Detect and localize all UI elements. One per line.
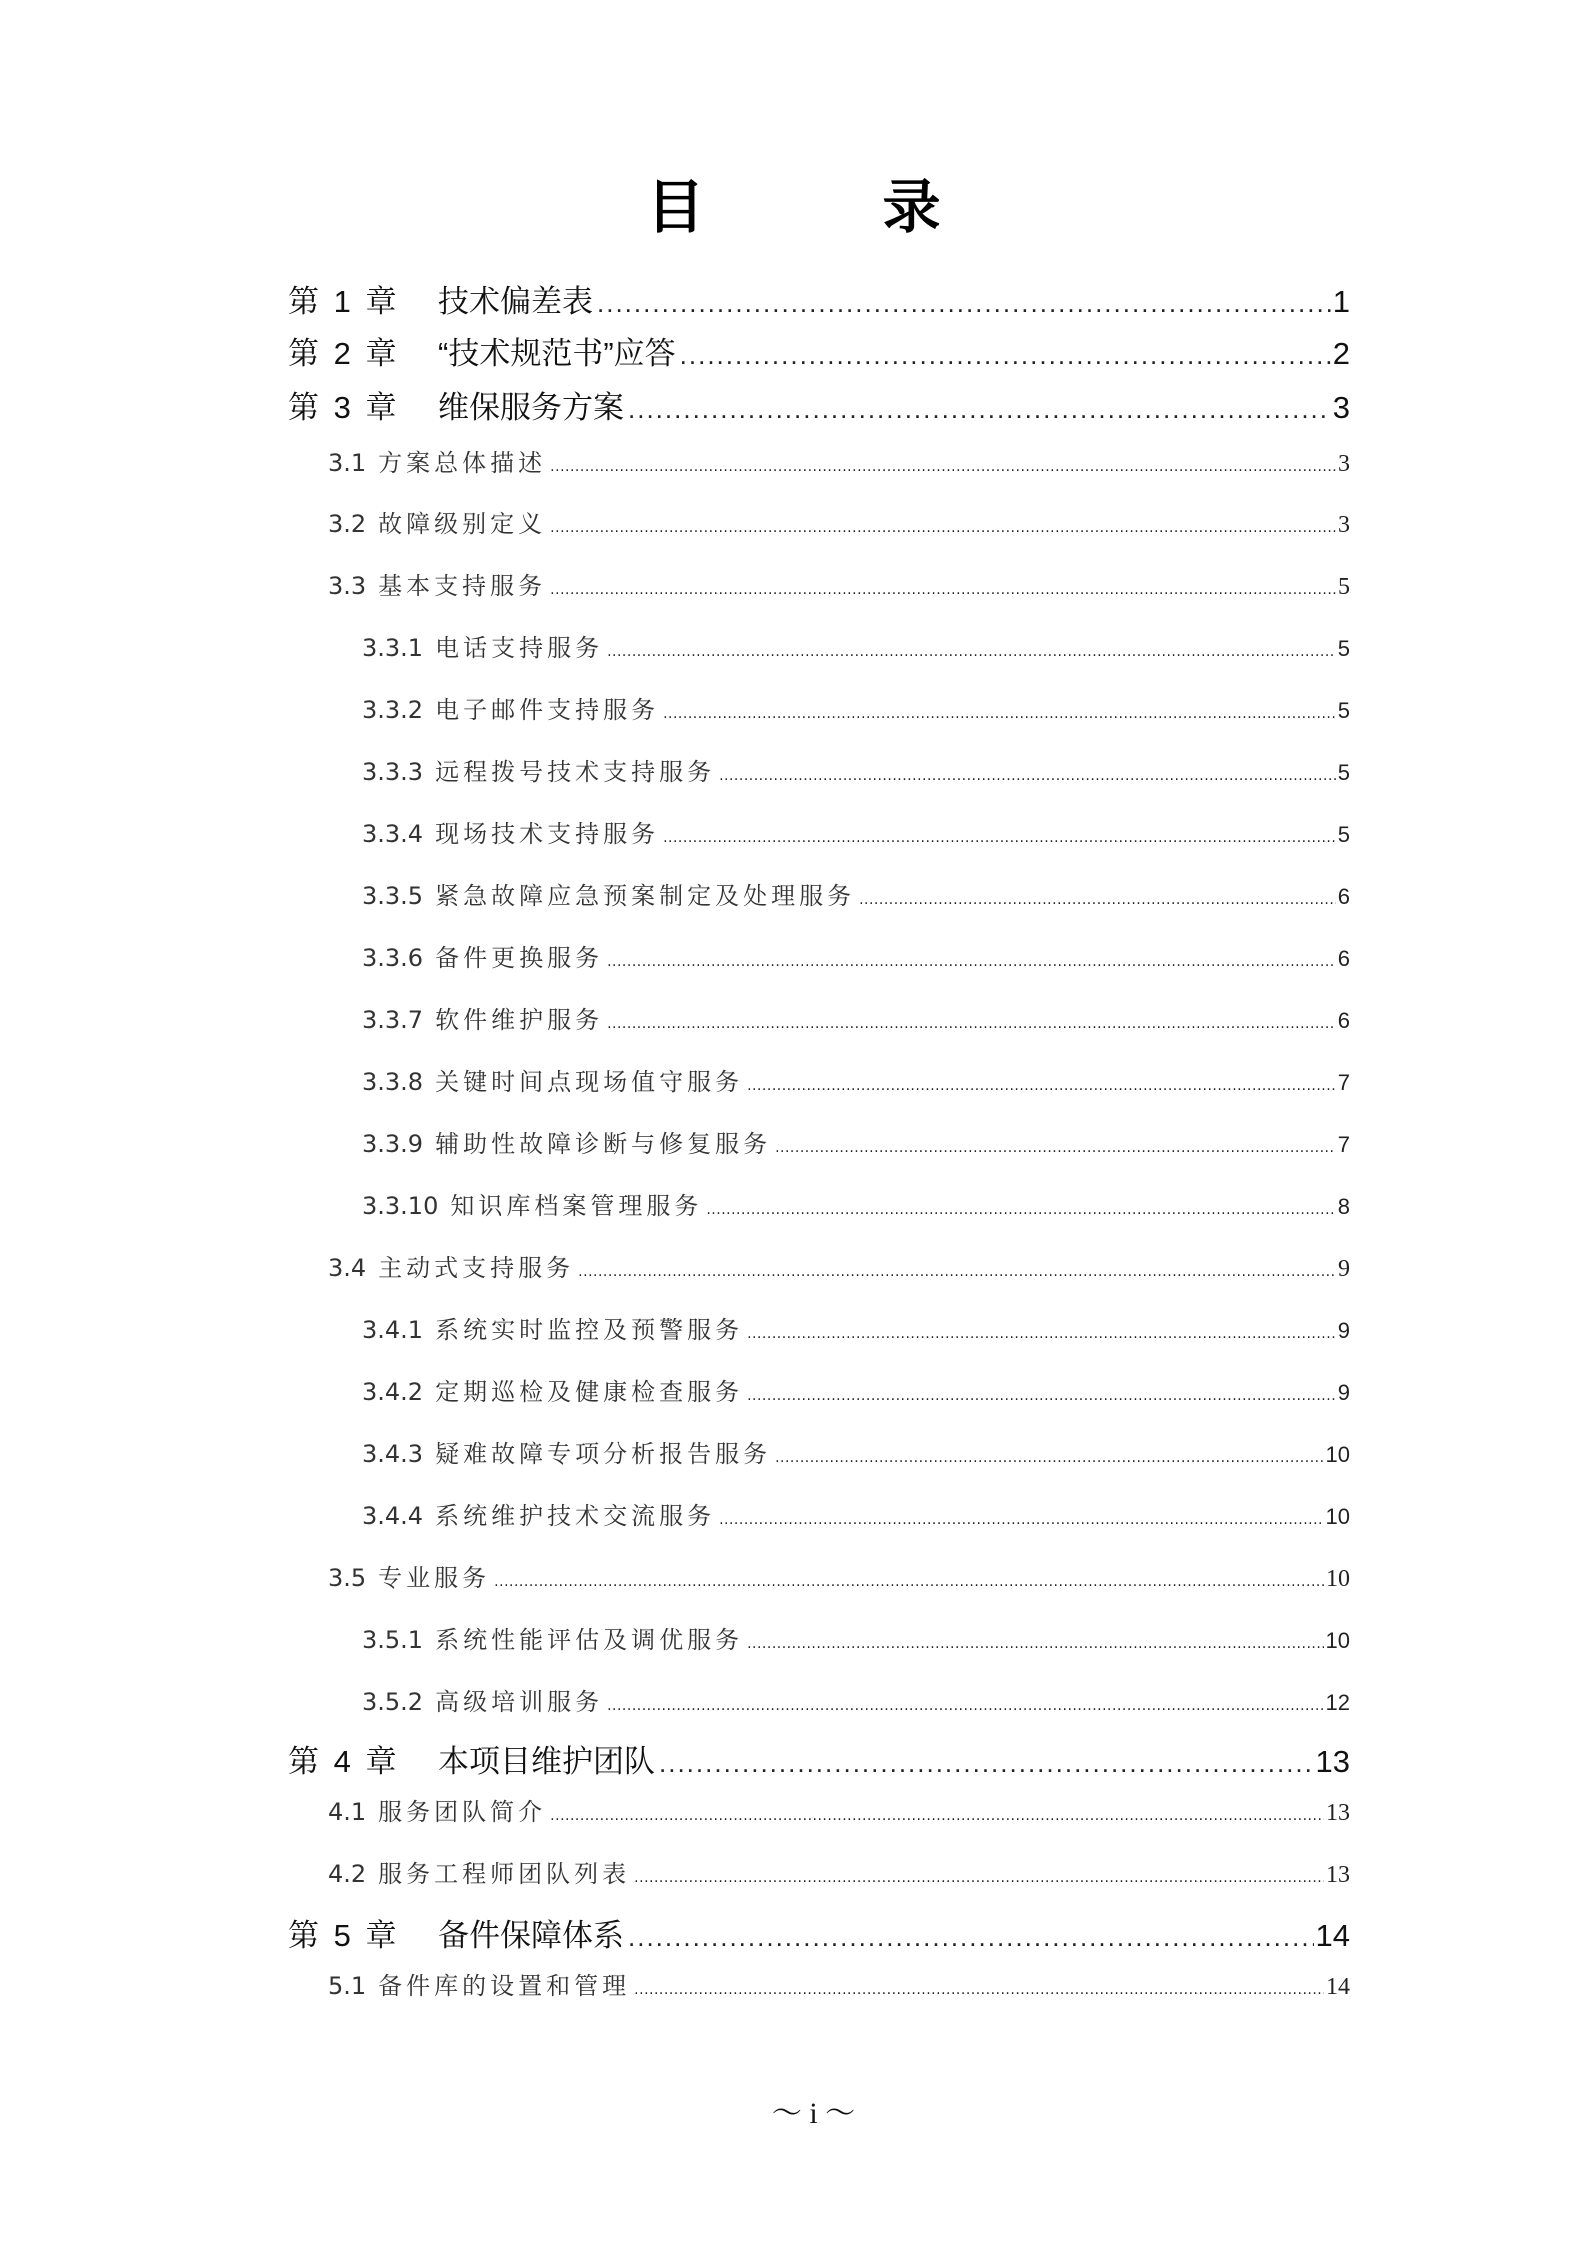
dot-leader bbox=[747, 1078, 1336, 1094]
toc-entry-title: 远程拨号技术支持服务 bbox=[435, 758, 716, 786]
toc-entry-number: 5.1 bbox=[328, 1972, 367, 2000]
toc-entry-subsection[interactable] bbox=[362, 1310, 1350, 1345]
toc-entry-title: 关键时间点现场值守服务 bbox=[435, 1068, 744, 1096]
dot-leader bbox=[634, 1870, 1324, 1886]
page-number-footer: ～ i ～ bbox=[771, 2097, 856, 2130]
dot-leader bbox=[719, 768, 1336, 784]
dot-leader bbox=[494, 1574, 1324, 1590]
dot-leader bbox=[607, 644, 1336, 660]
toc-entry-section[interactable] bbox=[328, 1854, 1350, 1889]
toc-entry-title: 故障级别定义 bbox=[378, 510, 547, 538]
toc-entry-chapter-2[interactable] bbox=[288, 328, 1350, 373]
dot-leader bbox=[659, 1748, 1314, 1779]
toc-entry-number: 3.3.5 bbox=[362, 882, 424, 910]
toc-entry-section[interactable] bbox=[328, 443, 1350, 478]
toc-entry-number: 3.3.6 bbox=[362, 944, 424, 972]
toc-entry-section[interactable] bbox=[328, 504, 1350, 539]
toc-entry-number: 4.2 bbox=[328, 1860, 367, 1888]
toc-entry-number: 3.3.4 bbox=[362, 820, 424, 848]
toc-entry-title: 基本支持服务 bbox=[378, 572, 547, 600]
dot-leader bbox=[550, 1808, 1324, 1824]
toc-entry-page: 6 bbox=[1337, 884, 1350, 909]
toc-entry-title: 疑难故障专项分析报告服务 bbox=[435, 1440, 772, 1468]
toc-entry-number: 3.3.1 bbox=[362, 634, 424, 662]
toc-entry-number: 3.4.4 bbox=[362, 1502, 424, 1530]
toc-entry-page: 10 bbox=[1325, 1442, 1350, 1467]
toc-entry-page: 10 bbox=[1325, 1504, 1350, 1529]
toc-entry-number: 第 2 章 bbox=[288, 336, 400, 371]
toc-entry-page: 6 bbox=[1337, 946, 1350, 971]
dot-leader bbox=[628, 1922, 1314, 1953]
dot-leader bbox=[607, 1016, 1336, 1032]
toc-entry-chapter-3[interactable] bbox=[288, 382, 1350, 427]
dot-leader bbox=[663, 830, 1336, 846]
toc-entry-title: 专业服务 bbox=[378, 1564, 491, 1592]
toc-entry-page: 3 bbox=[1332, 390, 1350, 425]
toc-entry-page: 3 bbox=[1338, 512, 1350, 538]
toc-entry-page: 5 bbox=[1338, 574, 1350, 600]
toc-entry-subsection[interactable] bbox=[362, 1620, 1350, 1655]
toc-entry-title: 备件更换服务 bbox=[435, 944, 604, 972]
toc-entry-title: 服务团队简介 bbox=[378, 1798, 547, 1826]
toc-entry-subsection[interactable] bbox=[362, 752, 1350, 787]
toc-entry-subsection[interactable] bbox=[362, 814, 1350, 849]
toc-entry-number: 第 3 章 bbox=[288, 390, 400, 425]
dot-leader bbox=[663, 706, 1336, 722]
toc-entry-number: 3.4.3 bbox=[362, 1440, 424, 1468]
toc-entry-title: 技术偏差表 bbox=[438, 284, 593, 319]
dot-leader bbox=[628, 394, 1331, 425]
toc-entry-title: 软件维护服务 bbox=[435, 1006, 604, 1034]
dot-leader bbox=[747, 1326, 1336, 1342]
toc-entry-title: 辅助性故障诊断与修复服务 bbox=[435, 1130, 772, 1158]
toc-entry-chapter-5[interactable] bbox=[288, 1910, 1350, 1955]
dot-leader bbox=[719, 1512, 1323, 1528]
toc-entry-subsection[interactable] bbox=[362, 1682, 1350, 1717]
toc-entry-title: “技术规范书”应答 bbox=[438, 336, 676, 371]
toc-entry-page: 10 bbox=[1325, 1628, 1350, 1653]
toc-entry-number: 3.3.2 bbox=[362, 696, 424, 724]
toc-entry-title: 本项目维护团队 bbox=[438, 1744, 655, 1779]
toc-entry-number: 4.1 bbox=[328, 1798, 367, 1826]
toc-entry-page: 7 bbox=[1337, 1132, 1350, 1157]
toc-entry-title: 知识库档案管理服务 bbox=[450, 1192, 703, 1220]
toc-entry-number: 3.5.1 bbox=[362, 1626, 424, 1654]
toc-entry-page: 2 bbox=[1332, 336, 1350, 371]
toc-entry-number: 3.4.2 bbox=[362, 1378, 424, 1406]
toc-entry-subsection[interactable] bbox=[362, 1496, 1350, 1531]
toc-entry-page: 9 bbox=[1338, 1256, 1350, 1282]
toc-entry-title: 备件库的设置和管理 bbox=[378, 1972, 631, 2000]
toc-entry-page: 10 bbox=[1326, 1566, 1350, 1592]
toc-entry-subsection[interactable] bbox=[362, 876, 1350, 911]
toc-entry-chapter-4[interactable] bbox=[288, 1736, 1350, 1781]
dot-leader bbox=[607, 954, 1336, 970]
toc-entry-subsection[interactable] bbox=[362, 1000, 1350, 1035]
toc-entry-subsection[interactable] bbox=[362, 938, 1350, 973]
dot-leader bbox=[607, 1698, 1323, 1714]
toc-entry-title: 方案总体描述 bbox=[378, 449, 547, 477]
toc-entry-title: 系统维护技术交流服务 bbox=[435, 1502, 716, 1530]
dot-leader bbox=[550, 459, 1336, 475]
dot-leader bbox=[634, 1982, 1324, 1998]
toc-entry-number: 3.3.7 bbox=[362, 1006, 424, 1034]
toc-entry-number: 第 4 章 bbox=[288, 1744, 400, 1779]
toc-entry-page: 13 bbox=[1315, 1744, 1350, 1779]
toc-entry-page: 3 bbox=[1338, 451, 1350, 477]
dot-leader bbox=[578, 1264, 1336, 1280]
toc-entry-section[interactable] bbox=[328, 1248, 1350, 1283]
toc-entry-title: 系统实时监控及预警服务 bbox=[435, 1316, 744, 1344]
toc-entry-page: 5 bbox=[1337, 760, 1350, 785]
toc-entry-subsection[interactable] bbox=[362, 690, 1350, 725]
toc-entry-page: 13 bbox=[1326, 1800, 1350, 1826]
dot-leader bbox=[775, 1450, 1323, 1466]
toc-entry-page: 9 bbox=[1337, 1318, 1350, 1343]
toc-entry-number: 3.3.8 bbox=[362, 1068, 424, 1096]
toc-entry-page: 1 bbox=[1332, 284, 1350, 319]
toc-entry-title: 高级培训服务 bbox=[435, 1688, 604, 1716]
dot-leader bbox=[680, 340, 1331, 371]
toc-entry-title: 紧急故障应急预案制定及处理服务 bbox=[435, 882, 856, 910]
toc-entry-page: 14 bbox=[1326, 1974, 1350, 2000]
toc-entry-number: 3.5.2 bbox=[362, 1688, 424, 1716]
toc-entry-subsection[interactable] bbox=[362, 628, 1350, 663]
page-title: 目 录 bbox=[646, 173, 1001, 241]
toc-entry-page: 8 bbox=[1337, 1194, 1350, 1219]
toc-entry-title: 电话支持服务 bbox=[435, 634, 604, 662]
dot-leader bbox=[706, 1202, 1335, 1218]
dot-leader bbox=[775, 1140, 1336, 1156]
toc-entry-chapter-1[interactable] bbox=[288, 276, 1350, 321]
toc-entry-title: 备件保障体系 bbox=[438, 1918, 624, 1953]
toc-entry-page: 7 bbox=[1337, 1070, 1350, 1095]
toc-entry-page: 5 bbox=[1337, 822, 1350, 847]
toc-entry-number: 3.4.1 bbox=[362, 1316, 424, 1344]
toc-entry-number: 第 1 章 bbox=[288, 284, 400, 319]
toc-entry-number: 3.3.9 bbox=[362, 1130, 424, 1158]
toc-entry-number: 3.4 bbox=[328, 1254, 367, 1282]
toc-entry-title: 电子邮件支持服务 bbox=[435, 696, 660, 724]
dot-leader bbox=[550, 582, 1336, 598]
dot-leader bbox=[597, 288, 1331, 319]
toc-entry-section[interactable] bbox=[328, 1558, 1350, 1593]
toc-entry-number: 3.3 bbox=[328, 572, 367, 600]
dot-leader bbox=[550, 520, 1336, 536]
toc-entry-number: 第 5 章 bbox=[288, 1918, 400, 1953]
dot-leader bbox=[859, 892, 1336, 908]
toc-entry-subsection[interactable] bbox=[362, 1124, 1350, 1159]
toc-entry-page: 13 bbox=[1326, 1862, 1350, 1888]
toc-entry-number: 3.2 bbox=[328, 510, 367, 538]
toc-entry-number: 3.3.10 bbox=[362, 1192, 439, 1220]
toc-entry-number: 3.1 bbox=[328, 449, 367, 477]
toc-entry-subsection[interactable] bbox=[362, 1434, 1350, 1469]
dot-leader bbox=[747, 1636, 1323, 1652]
toc-entry-page: 6 bbox=[1337, 1008, 1350, 1033]
toc-entry-subsection[interactable] bbox=[362, 1186, 1350, 1221]
toc-entry-section[interactable] bbox=[328, 566, 1350, 601]
dot-leader bbox=[747, 1388, 1336, 1404]
toc-entry-page: 5 bbox=[1337, 636, 1350, 661]
toc-entry-subsection[interactable] bbox=[362, 1062, 1350, 1097]
toc-entry-page: 12 bbox=[1325, 1690, 1350, 1715]
toc-entry-page: 5 bbox=[1337, 698, 1350, 723]
toc-entry-section[interactable] bbox=[328, 1966, 1350, 2001]
toc-entry-page: 14 bbox=[1315, 1918, 1350, 1953]
toc-entry-title: 服务工程师团队列表 bbox=[378, 1860, 631, 1888]
toc-entry-section[interactable] bbox=[328, 1792, 1350, 1827]
toc-entry-number: 3.5 bbox=[328, 1564, 367, 1592]
toc-entry-subsection[interactable] bbox=[362, 1372, 1350, 1407]
toc-entry-title: 现场技术支持服务 bbox=[435, 820, 660, 848]
toc-entry-title: 维保服务方案 bbox=[438, 390, 624, 425]
toc-entry-title: 系统性能评估及调优服务 bbox=[435, 1626, 744, 1654]
toc-entry-title: 定期巡检及健康检查服务 bbox=[435, 1378, 744, 1406]
toc-entry-number: 3.3.3 bbox=[362, 758, 424, 786]
toc-entry-page: 9 bbox=[1337, 1380, 1350, 1405]
toc-entry-title: 主动式支持服务 bbox=[378, 1254, 575, 1282]
